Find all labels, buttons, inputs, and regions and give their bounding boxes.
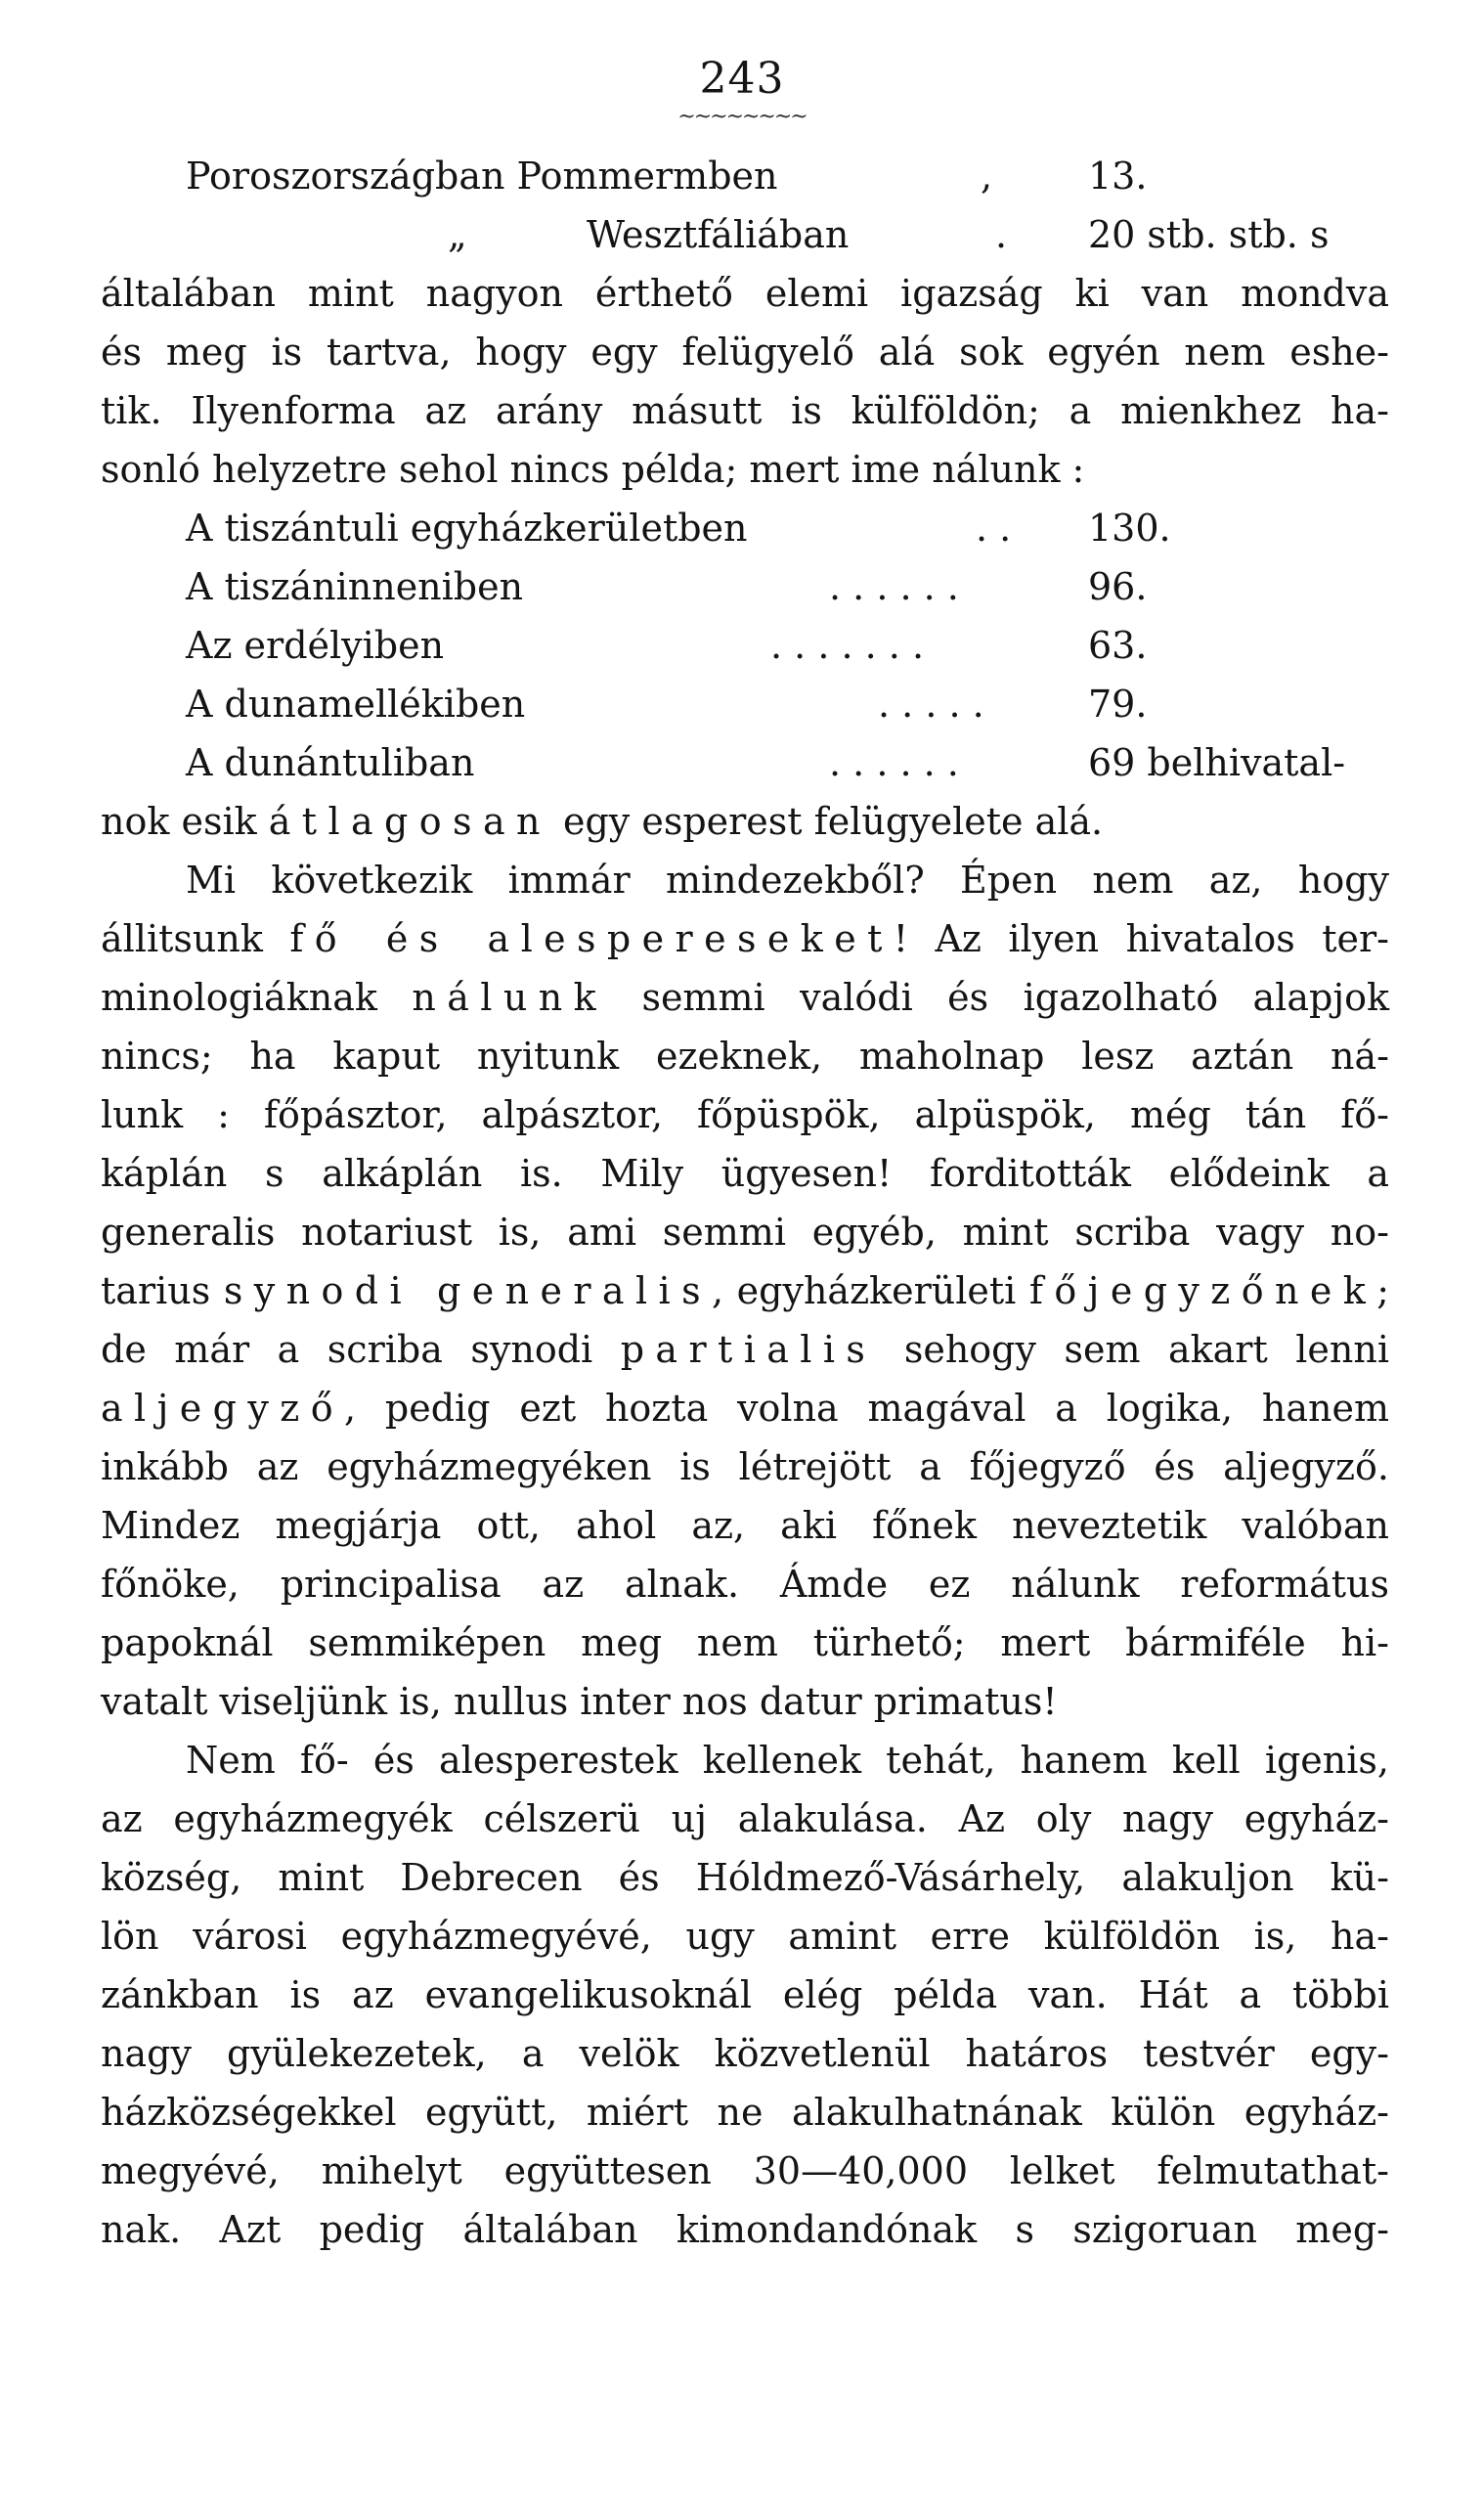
district-value: 130.	[1088, 507, 1171, 550]
district-row	[101, 557, 1389, 616]
leader-dots: . . . . . .	[829, 741, 959, 784]
text-line: Nem fő- és alesperestek kellenek tehát, hanem kell igenis,	[186, 1739, 1389, 1782]
text-line: lunk : főpásztor, alpásztor, főpüspök, alpüspök, még tán fő-	[101, 1093, 1389, 1136]
district-value: 79.	[1088, 683, 1148, 726]
statistics-row	[101, 147, 1389, 205]
text-line: Mindez megjárja ott, ahol az, aki főnek neveztetik valóban	[101, 1504, 1389, 1547]
page-header	[0, 54, 1484, 129]
text-line: nak. Azt pedig általában kimondandónak s szigoruan meg-	[101, 2208, 1389, 2251]
header-ornament: ~~~~~~~~	[677, 105, 807, 129]
page-body	[101, 147, 1389, 2259]
district-value: 96.	[1088, 565, 1148, 608]
district-label: Az erdélyiben	[186, 624, 445, 667]
text-line: káplán s alkáplán is. Mily ügyesen! forditották elődeink a	[101, 1152, 1389, 1195]
row-value: 20 stb. stb. s	[1088, 213, 1330, 256]
row-label: Poroszországban Pommermben	[186, 155, 778, 198]
page-number: 243	[699, 54, 785, 104]
text-line: aljegyző, pedig ezt hozta volna magával a logika, hanem	[101, 1387, 1389, 1430]
spaced-emphasis: átlagosan	[268, 800, 551, 843]
text-line: nok esik átlagosan egy esperest felügyelete alá.	[101, 800, 1104, 843]
text-line: nincs; ha kaput nyitunk ezeknek, maholnap lesz aztán ná-	[101, 1035, 1389, 1078]
row-separator: ,	[981, 155, 993, 198]
text-line: zánkban is az evangelikusoknál elég példa van. Hát a többi	[101, 1973, 1389, 2016]
text-line: vatalt viseljünk is, nullus inter nos datur primatus!	[101, 1680, 1058, 1723]
district-row	[101, 616, 1389, 675]
text-line: de már a scriba synodi partialis sehogy sem akart lenni	[101, 1328, 1389, 1371]
district-label: A tiszáninneniben	[186, 565, 524, 608]
text-line: inkább az egyházmegyéken is létrejött a főjegyző és aljegyző.	[101, 1445, 1389, 1488]
statistics-row	[101, 205, 1389, 264]
text-line: általában mint nagyon érthető elemi igazság ki van mondva	[101, 272, 1389, 315]
text-line: házközségekkel együtt, miért ne alakulhatnának külön egyház-	[101, 2091, 1389, 2134]
district-row	[101, 733, 1389, 792]
text-line: állitsunk fő és alespereseket! Az ilyen hivatalos ter-	[101, 917, 1389, 960]
text-line: papoknál semmiképen meg nem türhető; mert bármiféle hi-	[101, 1621, 1389, 1664]
spaced-emphasis: synodi generalis	[223, 1269, 712, 1312]
spaced-emphasis: nálunk	[412, 976, 607, 1019]
row-label: Wesztfáliában	[587, 213, 850, 256]
text-line: megyévé, mihelyt együttesen 30—40,000 lelket felmutathat-	[101, 2149, 1389, 2192]
text-line: sonló helyzetre sehol nincs példa; mert ime nálunk :	[101, 448, 1085, 491]
text-line: és meg is tartva, hogy egy felügyelő alá sok egyén nem eshe-	[101, 331, 1389, 374]
text-line: generalis notariust is, ami semmi egyéb, mint scriba vagy no-	[101, 1211, 1389, 1254]
text-line: főnöke, principalisa az alnak. Ámde ez nálunk református	[101, 1563, 1389, 1606]
spaced-emphasis: fő és alespereseket	[289, 917, 894, 960]
text-line: község, mint Debrecen és Hóldmező-Vásárhely, alakuljon kü-	[101, 1856, 1389, 1899]
ditto-mark: „	[448, 213, 467, 256]
text-line: lön városi egyházmegyévé, ugy amint erre külföldön is, ha-	[101, 1915, 1389, 1958]
district-value: 69 belhivatal-	[1088, 741, 1346, 784]
leader-dots: . . . . . .	[829, 565, 959, 608]
row-value: 13.	[1088, 155, 1148, 198]
text-line: minologiáknak nálunk semmi valódi és igazolható alapjok	[101, 976, 1390, 1019]
district-row	[101, 675, 1389, 733]
text-line: Mi következik immár mindezekből? Épen nem az, hogy	[186, 859, 1389, 902]
district-row	[101, 499, 1389, 557]
district-label: A dunántuliban	[186, 741, 475, 784]
text-line: tik. Ilyenforma az arány másutt is külföldön; a mienkhez ha-	[101, 389, 1389, 432]
spaced-emphasis: főjegyzőnek	[1028, 1269, 1377, 1312]
spaced-emphasis: aljegyző	[101, 1387, 344, 1430]
leader-dots: . .	[976, 507, 1012, 550]
leader-dots: . . . . . . .	[770, 624, 925, 667]
text-line: az egyházmegyék célszerü uj alakulása. Az oly nagy egyház-	[101, 1797, 1389, 1840]
district-label: A dunamellékiben	[186, 683, 526, 726]
district-label: A tiszántuli egyházkerületben	[186, 507, 748, 550]
text-line: tarius synodi generalis, egyházkerületi főjegyzőnek;	[101, 1269, 1389, 1312]
spaced-emphasis: partialis	[620, 1328, 877, 1371]
leader-dots: . . . . .	[878, 683, 984, 726]
row-separator: .	[995, 213, 1008, 256]
text-line: nagy gyülekezetek, a velök közvetlenül határos testvér egy-	[101, 2032, 1389, 2075]
district-value: 63.	[1088, 624, 1148, 667]
